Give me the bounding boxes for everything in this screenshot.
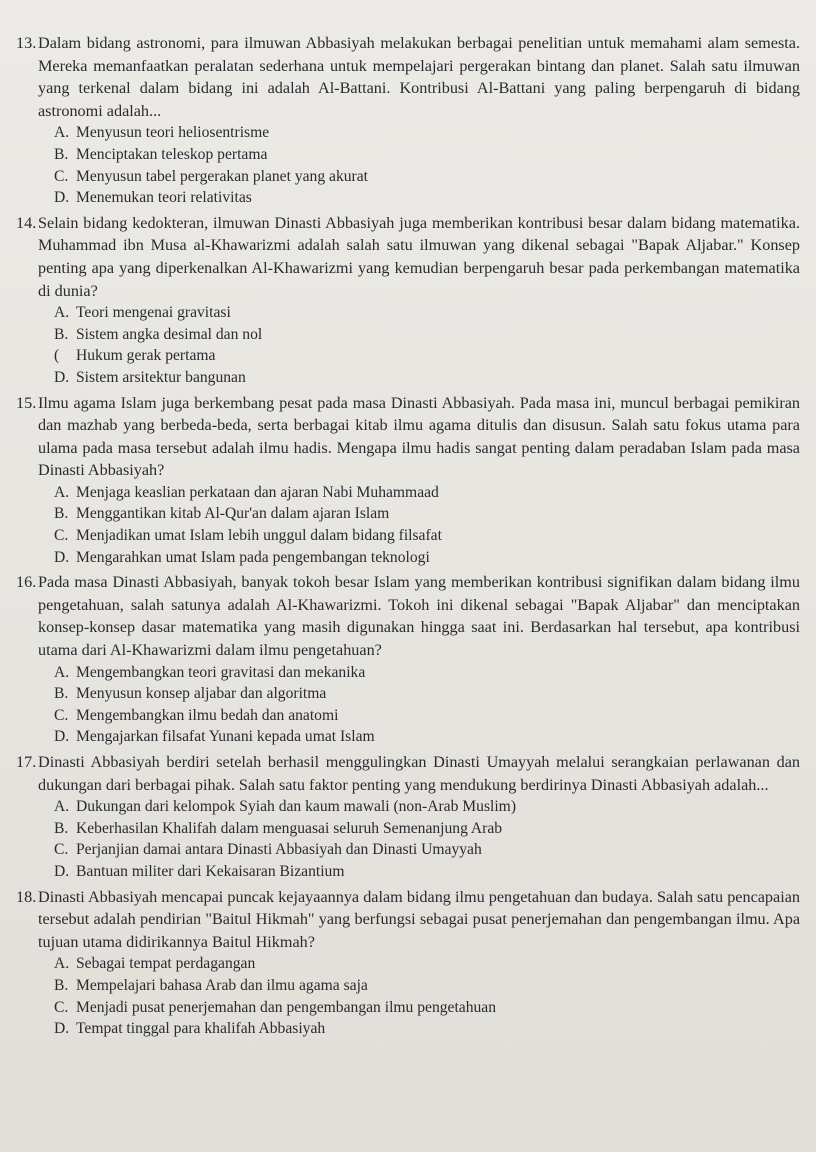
option-text: Sebagai tempat perdagangan (76, 955, 256, 973)
option-a[interactable] (54, 796, 802, 818)
option-text: Menciptakan teleskop pertama (76, 145, 268, 163)
option-text: Sistem arsitektur bangunan (76, 368, 246, 386)
option-c[interactable] (54, 525, 802, 547)
option-d[interactable] (54, 726, 802, 748)
option-d[interactable] (54, 547, 802, 569)
option-list (16, 302, 802, 388)
option-a[interactable] (54, 482, 802, 504)
option-text: Menjadikan umat Islam lebih unggul dalam bidang filsafat (76, 527, 442, 545)
option-letter: B. (54, 685, 69, 703)
option-letter: B. (54, 145, 69, 163)
option-text: Teori mengenai gravitasi (76, 304, 231, 322)
option-d[interactable] (54, 1018, 802, 1040)
option-letter: D. (54, 728, 70, 746)
question-number: 17. (16, 753, 37, 771)
option-text: Menemukan teori relativitas (76, 189, 252, 207)
option-letter: D. (54, 368, 70, 386)
option-letter: B. (54, 976, 69, 994)
question-15 (16, 392, 802, 569)
option-c[interactable] (54, 839, 802, 861)
question-14 (16, 212, 802, 389)
option-text: Bantuan militer dari Kekaisaran Bizantium (76, 862, 345, 880)
option-d[interactable] (54, 187, 802, 209)
option-letter: A. (54, 955, 70, 973)
option-text: Menyusun konsep aljabar dan algoritma (76, 685, 327, 703)
option-text: Sistem angka desimal dan nol (76, 325, 263, 343)
option-text: Mengarahkan umat Islam pada pengembangan teknologi (76, 548, 430, 566)
option-letter: C. (54, 167, 69, 185)
question-number: 15. (16, 393, 37, 412)
question-17 (16, 751, 802, 883)
option-text: Menjadi pusat penerjemahan dan pengembangan ilmu pengetahuan (76, 998, 497, 1016)
option-b[interactable] (54, 818, 802, 840)
option-letter: ( (54, 347, 60, 365)
option-letter: C. (54, 706, 69, 724)
option-c[interactable] (54, 997, 802, 1019)
option-text: Mengembangkan ilmu bedah dan anatomi (76, 706, 339, 724)
question-text: Selain bidang kedokteran, ilmuwan Dinasti Abbasiyah juga memberikan kontribusi besar dalam bidang matematika. Muhammad ibn Musa al-Khawarizmi adalah salah satu ilmuwan yang dikenal sebagai "Bapak Aljabar." Konsep penting apa yang diperkenalkan Al-Khawarizmi yang kemudian berpengaruh besar pada perkembangan matematika di dunia? (38, 213, 800, 300)
option-list (16, 122, 802, 208)
option-text: Menyusun tabel pergerakan planet yang akurat (76, 167, 368, 185)
question-text: Pada masa Dinasti Abbasiyah, banyak tokoh besar Islam yang memberikan kontribusi signifikan dalam bidang ilmu pengetahuan, salah satunya adalah Al-Khawarizmi. Tokoh ini dikenal sebagai "Bapak Aljabar" dan menciptakan konsep-konsep dasar matematika yang masih digunakan hingga saat ini. Berdasarkan hal tersebut, apa kontribusi utama dari Al-Khawarizmi dalam ilmu pengetahuan? (38, 573, 800, 660)
question-13 (16, 32, 802, 209)
option-list (16, 953, 802, 1039)
option-a[interactable] (54, 662, 802, 684)
option-letter: A. (54, 304, 70, 322)
option-letter: D. (54, 1020, 70, 1038)
option-c[interactable] (54, 705, 802, 727)
option-b[interactable] (54, 324, 802, 346)
option-a[interactable] (54, 302, 802, 324)
option-letter: C. (54, 841, 69, 859)
option-text: Dukungan dari kelompok Syiah dan kaum mawali (non-Arab Muslim) (76, 798, 517, 816)
option-b[interactable] (54, 975, 802, 997)
question-number: 16. (16, 573, 37, 592)
option-text: Tempat tinggal para khalifah Abbasiyah (76, 1020, 326, 1038)
option-a[interactable] (54, 122, 802, 144)
option-letter: A. (54, 483, 70, 501)
option-d[interactable] (54, 861, 802, 883)
option-letter: B. (54, 505, 69, 523)
question-text: Dinasti Abbasiyah berdiri setelah berhasil menggulingkan Dinasti Umayyah melalui serangkaian perlawanan dan dukungan dari berbagai pihak. Salah satu faktor penting yang mendukung berdirinya Dinasti Abbasiyah adalah... (38, 753, 800, 794)
question-text: Dalam bidang astronomi, para ilmuwan Abbasiyah melakukan berbagai penelitian untuk memahami alam semesta. Mereka memanfaatkan peralatan sederhana untuk mempelajari pergerakan bintang dan planet. Salah satu ilmuwan yang terkenal dalam bidang ini adalah Al-Battani. Kontribusi Al-Battani yang paling berpengaruh di bidang astronomi adalah... (38, 34, 800, 120)
option-list (16, 482, 802, 568)
question-number: 18. (16, 887, 37, 906)
option-letter: A. (54, 663, 70, 681)
option-b[interactable] (54, 503, 802, 525)
option-letter: B. (54, 819, 69, 837)
question-number: 14. (16, 213, 37, 232)
option-b[interactable] (54, 683, 802, 705)
option-text: Mempelajari bahasa Arab dan ilmu agama saja (76, 976, 368, 994)
option-letter: D. (54, 548, 70, 566)
option-letter: D. (54, 189, 70, 207)
option-list (16, 662, 802, 748)
option-b[interactable] (54, 144, 802, 166)
option-letter: C. (54, 998, 69, 1016)
option-letter: C. (54, 527, 69, 545)
option-text: Mengembangkan teori gravitasi dan mekanika (76, 663, 366, 681)
option-text: Perjanjian damai antara Dinasti Abbasiyah dan Dinasti Umayyah (76, 841, 482, 859)
option-letter: A. (54, 124, 70, 142)
option-text: Menjaga keaslian perkataan dan ajaran Nabi Muhammaad (76, 483, 439, 501)
option-d[interactable] (54, 367, 802, 389)
option-letter: A. (54, 798, 70, 816)
question-18 (16, 886, 802, 1040)
question-number: 13. (16, 34, 37, 52)
option-a[interactable] (54, 953, 802, 975)
option-text: Menyusun teori heliosentrisme (76, 124, 270, 142)
question-text: Ilmu agama Islam juga berkembang pesat pada masa Dinasti Abbasiyah. Pada masa ini, muncul berbagai pemikiran dan mazhab yang berbeda-beda, serta berbagai kitab ilmu agama ditulis dan disusun. Salah satu fokus utama para ulama pada masa tersebut adalah ilmu hadis. Mengapa ilmu hadis sangat penting dalam peradaban Islam pada masa Dinasti Abbasiyah? (38, 393, 800, 480)
option-letter: B. (54, 325, 69, 343)
question-text: Dinasti Abbasiyah mencapai puncak kejayaannya dalam bidang ilmu pengetahuan dan budaya. Salah satu pencapaian tersebut adalah pendirian "Baitul Hikmah" yang berfungsi sebagai pusat penerjemahan dan pengembangan ilmu. Apa tujuan utama didirikannya Baitul Hikmah? (38, 887, 800, 951)
option-text: Mengajarkan filsafat Yunani kepada umat Islam (76, 728, 375, 746)
option-c[interactable] (54, 166, 802, 188)
option-text: Menggantikan kitab Al-Qur'an dalam ajaran Islam (76, 505, 390, 523)
option-c[interactable] (54, 345, 802, 367)
option-letter: D. (54, 862, 70, 880)
option-text: Keberhasilan Khalifah dalam menguasai seluruh Semenanjung Arab (76, 819, 503, 837)
question-16 (16, 571, 802, 748)
option-list (16, 796, 802, 882)
option-text: Hukum gerak pertama (76, 347, 216, 365)
